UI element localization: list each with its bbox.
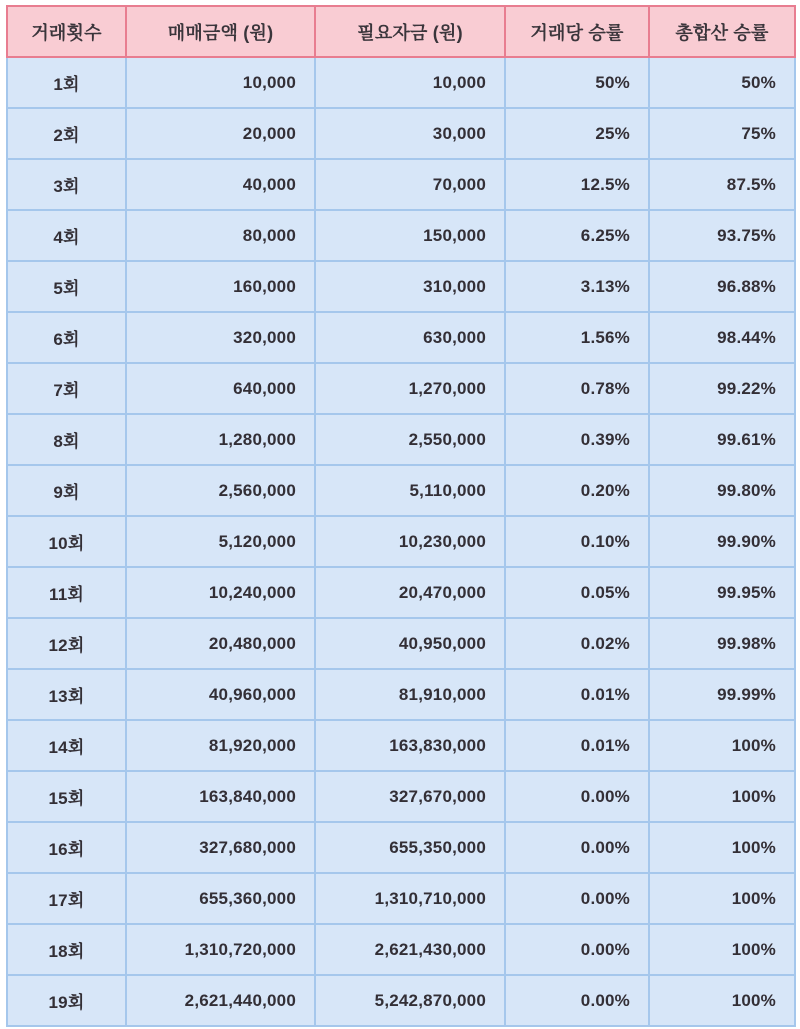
table-cell: 16회 <box>7 822 126 873</box>
table-cell: 50% <box>505 57 649 108</box>
table-cell: 10,000 <box>126 57 315 108</box>
table-row <box>7 873 795 924</box>
table-cell: 9회 <box>7 465 126 516</box>
table-cell: 1,310,720,000 <box>126 924 315 975</box>
trade-winrate-table <box>6 5 796 1027</box>
table-row <box>7 210 795 261</box>
table-cell: 1회 <box>7 57 126 108</box>
table-cell: 320,000 <box>126 312 315 363</box>
table-cell: 0.78% <box>505 363 649 414</box>
table-cell: 6.25% <box>505 210 649 261</box>
column-header: 총합산 승률 <box>649 6 795 57</box>
table-cell: 6회 <box>7 312 126 363</box>
table-cell: 10,230,000 <box>315 516 505 567</box>
table-cell: 0.00% <box>505 975 649 1026</box>
table-cell: 2회 <box>7 108 126 159</box>
table-cell: 50% <box>649 57 795 108</box>
table-cell: 327,670,000 <box>315 771 505 822</box>
table-cell: 0.01% <box>505 720 649 771</box>
table-cell: 87.5% <box>649 159 795 210</box>
table-cell: 81,910,000 <box>315 669 505 720</box>
table-cell: 99.90% <box>649 516 795 567</box>
column-header: 매매금액 (원) <box>126 6 315 57</box>
table-cell: 1,280,000 <box>126 414 315 465</box>
table-row <box>7 771 795 822</box>
table-row <box>7 924 795 975</box>
table-cell: 99.61% <box>649 414 795 465</box>
table-cell: 100% <box>649 924 795 975</box>
table-cell: 99.95% <box>649 567 795 618</box>
table-row <box>7 57 795 108</box>
table-body <box>7 57 795 1026</box>
table-cell: 100% <box>649 720 795 771</box>
table-cell: 160,000 <box>126 261 315 312</box>
table-row <box>7 975 795 1026</box>
table-cell: 14회 <box>7 720 126 771</box>
table-cell: 19회 <box>7 975 126 1026</box>
table-cell: 12회 <box>7 618 126 669</box>
table-cell: 100% <box>649 873 795 924</box>
table-cell: 1.56% <box>505 312 649 363</box>
table-cell: 0.01% <box>505 669 649 720</box>
table-cell: 100% <box>649 771 795 822</box>
table-cell: 40,950,000 <box>315 618 505 669</box>
table-cell: 99.99% <box>649 669 795 720</box>
header-row <box>7 6 795 57</box>
table-cell: 99.22% <box>649 363 795 414</box>
table-cell: 0.00% <box>505 924 649 975</box>
table-cell: 10,240,000 <box>126 567 315 618</box>
column-header: 거래당 승률 <box>505 6 649 57</box>
table-cell: 11회 <box>7 567 126 618</box>
table-row <box>7 261 795 312</box>
column-header: 거래횟수 <box>7 6 126 57</box>
table-cell: 30,000 <box>315 108 505 159</box>
column-header: 필요자금 (원) <box>315 6 505 57</box>
table-cell: 15회 <box>7 771 126 822</box>
table-row <box>7 363 795 414</box>
table-cell: 5회 <box>7 261 126 312</box>
table-cell: 20,480,000 <box>126 618 315 669</box>
table-cell: 2,560,000 <box>126 465 315 516</box>
table-cell: 3회 <box>7 159 126 210</box>
table-row <box>7 159 795 210</box>
table-cell: 0.39% <box>505 414 649 465</box>
table-cell: 40,000 <box>126 159 315 210</box>
table-cell: 8회 <box>7 414 126 465</box>
table-row <box>7 618 795 669</box>
table-cell: 2,621,440,000 <box>126 975 315 1026</box>
table-row <box>7 516 795 567</box>
table-row <box>7 720 795 771</box>
table-cell: 327,680,000 <box>126 822 315 873</box>
table-row <box>7 669 795 720</box>
table-cell: 3.13% <box>505 261 649 312</box>
table-row <box>7 414 795 465</box>
table-cell: 1,310,710,000 <box>315 873 505 924</box>
table-cell: 18회 <box>7 924 126 975</box>
table-cell: 10회 <box>7 516 126 567</box>
table-cell: 4회 <box>7 210 126 261</box>
table-cell: 310,000 <box>315 261 505 312</box>
table-row <box>7 465 795 516</box>
table-row <box>7 108 795 159</box>
table-cell: 5,120,000 <box>126 516 315 567</box>
table-cell: 81,920,000 <box>126 720 315 771</box>
table-cell: 7회 <box>7 363 126 414</box>
table-cell: 0.02% <box>505 618 649 669</box>
table-cell: 20,470,000 <box>315 567 505 618</box>
table-cell: 13회 <box>7 669 126 720</box>
table-cell: 99.98% <box>649 618 795 669</box>
table-cell: 0.20% <box>505 465 649 516</box>
table-cell: 70,000 <box>315 159 505 210</box>
table-row <box>7 312 795 363</box>
table-row <box>7 567 795 618</box>
table-cell: 5,242,870,000 <box>315 975 505 1026</box>
table-cell: 100% <box>649 822 795 873</box>
table-cell: 20,000 <box>126 108 315 159</box>
table-cell: 80,000 <box>126 210 315 261</box>
table-cell: 0.05% <box>505 567 649 618</box>
table-cell: 163,830,000 <box>315 720 505 771</box>
table-row <box>7 822 795 873</box>
table-cell: 655,360,000 <box>126 873 315 924</box>
table-cell: 99.80% <box>649 465 795 516</box>
table-cell: 655,350,000 <box>315 822 505 873</box>
table-cell: 0.00% <box>505 873 649 924</box>
table-cell: 17회 <box>7 873 126 924</box>
table-cell: 163,840,000 <box>126 771 315 822</box>
table-cell: 10,000 <box>315 57 505 108</box>
table-cell: 0.10% <box>505 516 649 567</box>
table-cell: 630,000 <box>315 312 505 363</box>
table-cell: 75% <box>649 108 795 159</box>
table-cell: 96.88% <box>649 261 795 312</box>
table-cell: 0.00% <box>505 771 649 822</box>
table-cell: 40,960,000 <box>126 669 315 720</box>
table-cell: 25% <box>505 108 649 159</box>
table-cell: 93.75% <box>649 210 795 261</box>
table-cell: 150,000 <box>315 210 505 261</box>
table-cell: 100% <box>649 975 795 1026</box>
table-cell: 640,000 <box>126 363 315 414</box>
table-cell: 2,550,000 <box>315 414 505 465</box>
table-cell: 98.44% <box>649 312 795 363</box>
table-cell: 2,621,430,000 <box>315 924 505 975</box>
table-cell: 5,110,000 <box>315 465 505 516</box>
table-cell: 12.5% <box>505 159 649 210</box>
table-cell: 1,270,000 <box>315 363 505 414</box>
table-cell: 0.00% <box>505 822 649 873</box>
